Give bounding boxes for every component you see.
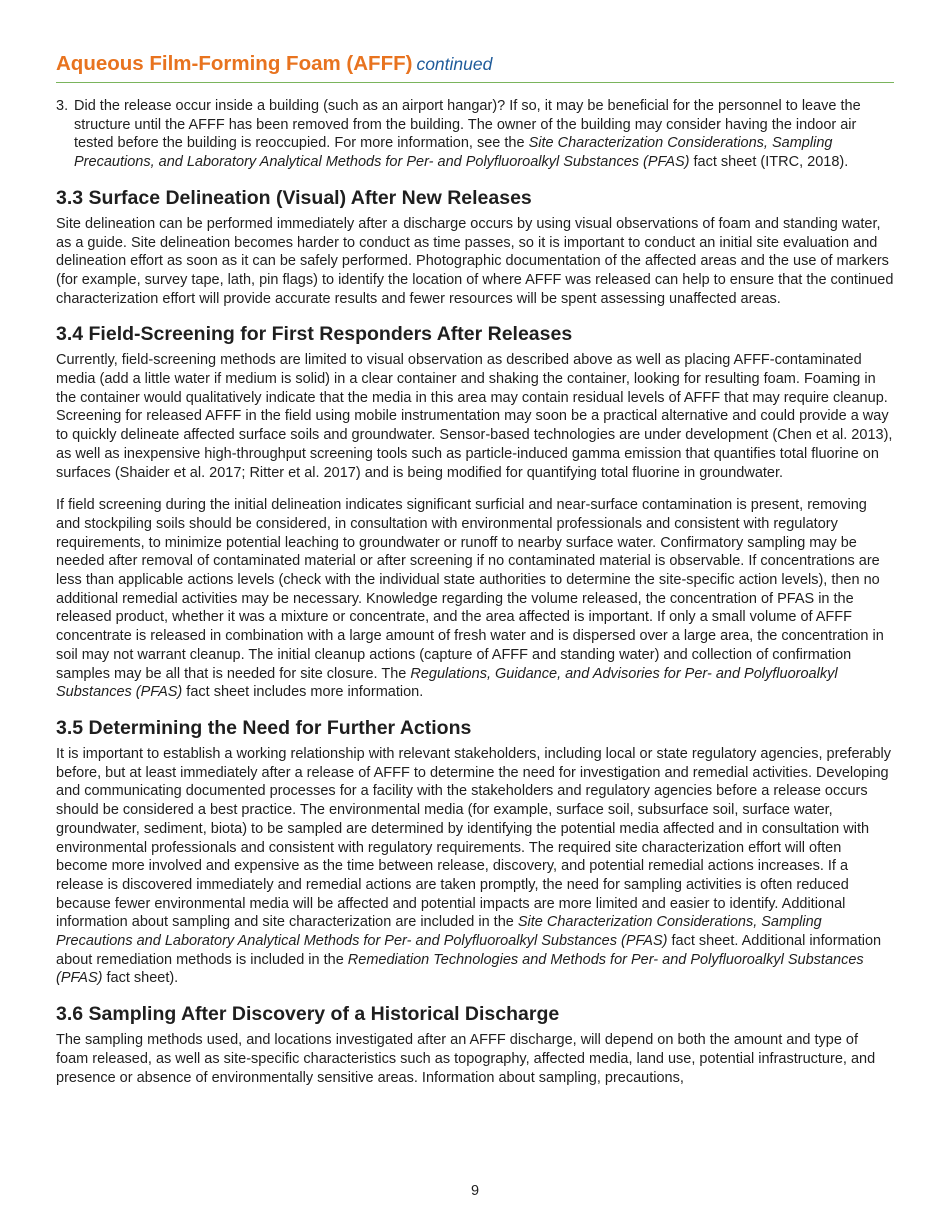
list-number: 3. [56,98,69,114]
section-3-3-paragraph: Site delineation can be performed immediately after a discharge occurs by using visual observations of foam and standing water, as a guide. Site delineation becomes harder to conduct as time passes, so it is important to conduct an initial site evaluation and delineation effort as soon as it can be safely performed. Photographic documentation of the affected areas and the use of markers (for example, survey tape, lath, pin flags) to identify the location of where AFFF was released can help to ensure that the continued characterization effort will provide accurate results and fewer resources will be spent assessing unaffected areas. [56,215,894,307]
s35-text-a: It is important to establish a working relationship with relevant stakeholders, including local or state regulatory agencies, preferably before, but at least immediately after a release of AFFF to determine the need for investigation and remedial activities. Developing and communicating documented processes for a facility with the stakeholders and regulatory agencies before a release occurs should be considered a best practice. The environmental media (for example, surface soil, subsurface soil, surface water, groundwater, sediment, biota) to be sampled are determined by identifying the potential media affected and in consultation with environmental professionals and consistent with regulatory requirements. The required site characterization effort will often become more involved and expensive as the time between release, discovery, and potential remedial actions increases. If a release is discovered immediately and remedial actions are taken promptly, the need for sampling activities is often reduced because fewer environmental media will be affected and potential impacts are more limited and easier to identify. Additional information about sampling and site characterization are included in the [56,745,891,931]
section-3-3-heading: 3.3 Surface Delineation (Visual) After New Releases [56,186,532,209]
section-3-6-heading: 3.6 Sampling After Discovery of a Historical Discharge [56,1003,560,1026]
s35-italic-title-1: Site Characterization Considerations, Sampling Precautions and Laboratory Analytical Methods for Per- and Polyfluoroalkyl Substances (PFAS) [56,914,822,950]
s35-italic-title-2: Remediation Technologies and Methods for Per- and Polyfluoroalkyl Substances (PFAS) [56,951,864,987]
section-3-4-paragraph-1: Currently, field-screening methods are limited to visual observation as described above as well as placing AFFF-contaminated media (add a little water if medium is solid) in a clear container and shaking the container, looking for resulting foam. Foaming in the container would qualitatively indicate that the media in this area may contain residual levels of AFFF that may require cleanup. Screening for released AFFF in the field using mobile instrumentation may soon be a practical alternative and could provide a way to quickly delineate affected surface soils and groundwater. Sensor-based technologies are under development (Chen et al. 2013), as well as inexpensive high-throughput screening tools such as particle-induced gamma emission that quantifies total fluorine on surfaces (Shaider et al. 2017; Ritter et al. 2017) and is being modified for quantifying total fluorine in groundwater. [56,352,893,481]
s35-text-c: fact sheet). [102,970,179,987]
list-item-3 [56,97,894,172]
item3-italic-title: Site Characterization Considerations, Sampling Precautions, and Laboratory Analytical Methods for Per- and Polyfluoroalkyl Substances (PFAS) [74,135,833,171]
section-3-5-paragraph [56,745,894,988]
numbered-list [56,97,894,172]
page-number: 9 [470,1183,480,1199]
page-header [56,52,894,76]
section-3-4-paragraph-2 [56,496,894,702]
section-3-6-paragraph: The sampling methods used, and locations investigated after an AFFF discharge, will depend on both the amount and type of foam released, as well as site-specific characteristics such as topography, affected media, land use, potential infrastructure, and presence or absence of environmentally sensitive areas. Information about sampling, precautions, [56,1032,876,1086]
header-title: Aqueous Film-Forming Foam (AFFF) [56,52,413,75]
item3-text-a: Did the release occur inside a building (such as an airport hangar)? If so, it may be beneficial for the personnel to leave the structure until the AFFF has been removed from the building. The owner of the building may consider having the indoor air tested before the building is reoccupied. For more information, see the [74,98,861,152]
document-page [56,52,894,1087]
item3-text-b: fact sheet (ITRC, 2018). [689,154,849,171]
section-3-5-heading: 3.5 Determining the Need for Further Actions [56,716,472,739]
header-continued: continued [416,54,493,74]
s34-p2-text-b: fact sheet includes more information. [182,684,424,701]
s34-p2-text-a: If field screening during the initial delineation indicates significant surficial and near-surface contamination is present, removing and stockpiling soils should be considered, in consultation with environmental professionals and consistent with regulatory requirements, to minimize potential leaching to groundwater or runoff to nearby surface water. Confirmatory sampling may be needed after removal of contaminated material or after screening if no contaminated material is observable. If concentrations are less than applicable actions levels (check with the individual state authorities to determine the site-specific action levels), then no additional remedial activities may be necessary. Knowledge regarding the volume released, the concentration of PFAS in the released product, whether it was a mixture or concentrate, and the area affected is important. If only a small volume of AFFF concentrate is released in combination with a large amount of fresh water and is dispersed over a large area, the concentration in soil may not warrant cleanup. The initial cleanup actions (capture of AFFF and standing water) and collection of confirmation samples may be all that is needed for site closure. The [56,497,884,682]
s35-text-b: fact sheet. Additional information about remediation methods is included in the [56,933,882,968]
header-rule [56,82,894,83]
s34-p2-italic-title: Regulations, Guidance, and Advisories for Per- and Polyfluoroalkyl Substances (PFAS) [56,665,838,701]
section-3-4-heading: 3.4 Field-Screening for First Responders After Releases [56,323,573,346]
